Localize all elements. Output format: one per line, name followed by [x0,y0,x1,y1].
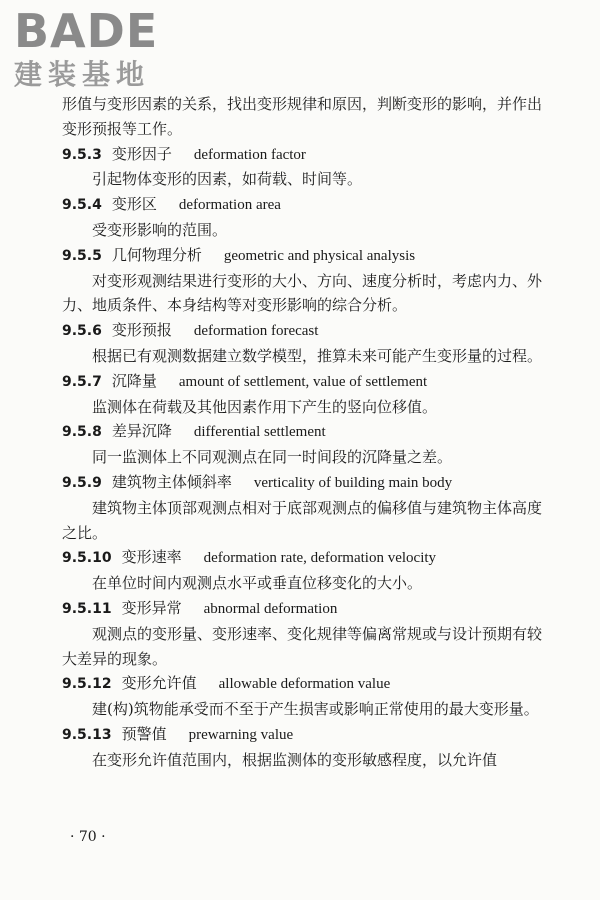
entry-term: 变形区 [111,195,157,214]
entry-english-term: deformation forecast [193,323,319,340]
entry-number: 9.5.13 [62,726,112,743]
entry-definition: 在变形允许值范围内，根据监测体的变形敏感程度，以允许值 [92,750,498,769]
entry-english-term: deformation area [178,197,281,214]
entry-heading [62,419,552,445]
entry-term: 建筑物主体倾斜率 [111,472,232,491]
entry-english-term: deformation factor [193,146,306,163]
entry-definition: 引起物体变形的因素，如荷载、时间等。 [92,170,363,189]
entry-heading [62,192,552,218]
entry-number: 9.5.4 [62,197,102,214]
entry-heading [62,671,552,697]
entry-number: 9.5.5 [62,247,102,264]
entry-heading [62,318,552,344]
entry-english-term: abnormal deformation [203,600,338,617]
entry-definition: 建(构)筑物能承受而不至于产生损害或影响正常使用的最大变形量。 [92,700,539,719]
document-body [62,92,552,773]
entry-english-term: prewarning value [188,726,294,743]
entry-definition: 观测点的变形量、变形速率、变化规律等偏离常规或与设计预期有较大差异的现象。 [62,624,543,668]
entry-number: 9.5.9 [62,474,102,491]
entry-number: 9.5.8 [62,424,102,441]
page-number: · 70 · [70,829,106,845]
entry-heading [62,545,552,571]
entry-term: 差异沉降 [111,422,172,441]
entry-definition: 在单位时间内观测点水平或垂直位移变化的大小。 [92,574,423,593]
entry-english-term: geometric and physical analysis [223,247,416,264]
bade-logo [14,6,158,92]
entry-heading [62,369,552,395]
entry-english-term: amount of settlement, value of settlement [178,373,428,390]
entry-number: 9.5.3 [62,146,102,163]
entry-number: 9.5.12 [62,676,112,693]
entry-term: 沉降量 [111,371,157,390]
entry-definition: 受变形影响的范围。 [92,220,228,239]
entry-english-term: deformation rate, deformation velocity [203,550,437,567]
entry-heading [62,142,552,168]
entry-term: 变形预报 [111,321,172,340]
entry-number: 9.5.11 [62,600,112,617]
entry-heading [62,243,552,269]
logo-subtitle: 建装基地 [14,58,151,91]
entry-term: 变形异常 [121,598,182,617]
logo-brand: BADE [14,4,159,58]
entry-definition: 根据已有观测数据建立数学模型，推算未来可能产生变形量的过程。 [92,346,543,365]
entry-term: 预警值 [121,724,167,743]
entry-english-term: differential settlement [193,424,326,441]
entry-english-term: verticality of building main body [253,474,453,491]
entry-definition: 建筑物主体顶部观测点相对于底部观测点的偏移值与建筑物主体高度之比。 [62,498,543,542]
entry-term: 变形速率 [121,548,182,567]
intro-paragraph: 形值与变形因素的关系，找出变形规律和原因，判断变形的影响，并作出变形预报等工作。 [62,95,543,138]
entry-term: 变形允许值 [121,674,197,693]
entry-number: 9.5.7 [62,373,102,390]
entry-definition: 监测体在荷载及其他因素作用下产生的竖向位移值。 [92,397,438,416]
entry-heading [62,722,552,748]
entry-english-term: allowable deformation value [218,676,391,693]
entry-term: 几何物理分析 [111,245,202,264]
entry-number: 9.5.6 [62,323,102,340]
entry-heading [62,596,552,622]
entry-number: 9.5.10 [62,550,112,567]
entry-term: 变形因子 [111,144,172,163]
entry-heading [62,470,552,496]
entry-list [62,142,552,773]
entry-definition: 同一监测体上不同观测点在同一时间段的沉降量之差。 [92,448,453,467]
entry-definition: 对变形观测结果进行变形的大小、方向、速度分析时，考虑内力、外力、地质条件、本身结构等对变形影响的综合分析。 [62,271,543,315]
